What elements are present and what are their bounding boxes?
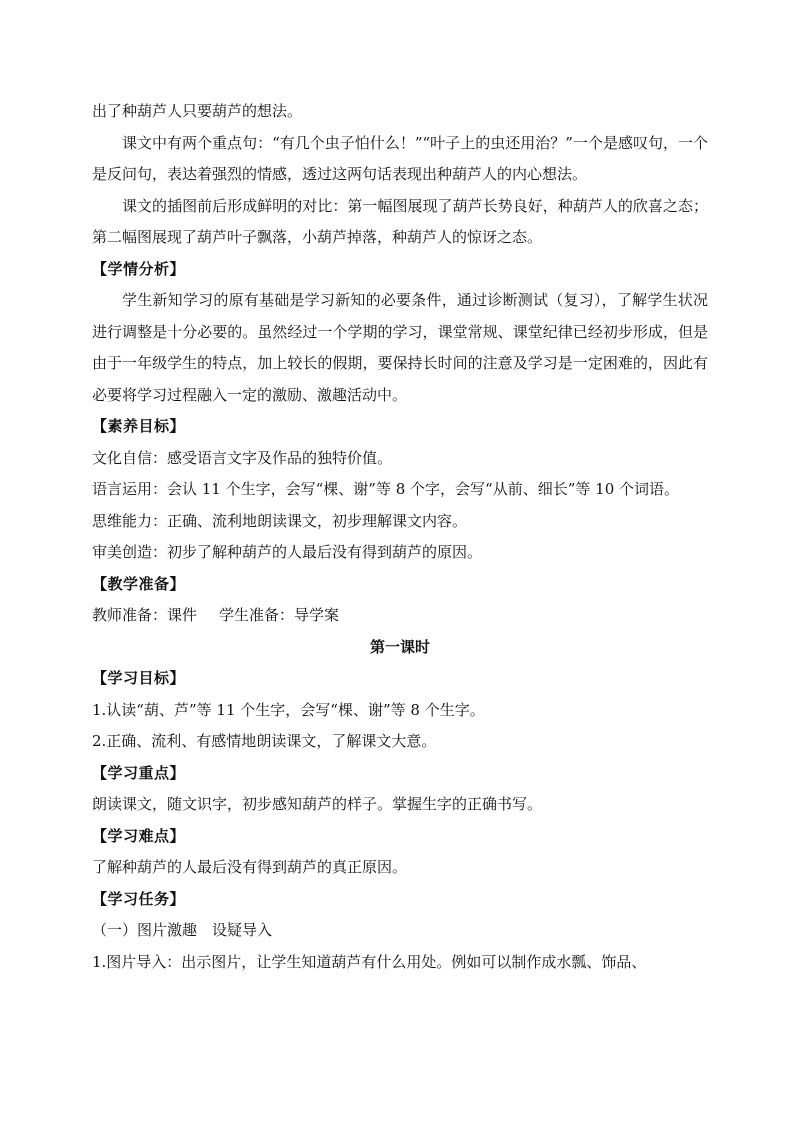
objective-item-1: 1.认读“葫、芦”等 11 个生字，会写“棵、谢”等 8 个生字。 <box>92 700 485 719</box>
heading-learning-objectives: 【学习目标】 <box>92 669 186 687</box>
student-preparation: 学生准备：导学案 <box>219 606 340 624</box>
heading-learning-tasks: 【学习任务】 <box>92 889 186 908</box>
goal-language-use: 语言运用：会认 11 个生字，会写“棵、谢”等 8 个字，会写“从前、细长”等 10 个词语。 <box>92 480 680 498</box>
paragraph-learner-analysis: 学生新知学习的原有基础是学习新知的必要条件，通过诊断测试（复习），了解学生状况进行调整是十分必要的。虽然经过一个学期的学习，课堂常规、课堂纪律已经初步形成，但是由于一年级学生的特点，加上较长的假期，要保持长时间的注意及学习是一定困难的，因此有必要将学习过程融入一定的激励、激趣活动中。 <box>92 291 708 404</box>
goal-thinking-ability: 思维能力：正确、流利地朗读课文，初步理解课文内容。 <box>92 511 468 530</box>
heading-learning-focus: 【学习重点】 <box>92 763 186 782</box>
heading-teaching-preparation: 【教学准备】 <box>92 574 186 593</box>
objective-item-2: 2.正确、流利、有感情地朗读课文，了解课文大意。 <box>92 732 437 750</box>
learning-difficulty-text: 了解种葫芦的人最后没有得到葫芦的真正原因。 <box>92 858 408 876</box>
heading-learner-analysis: 【学情分析】 <box>92 259 186 278</box>
preparation-line <box>92 600 708 632</box>
teacher-preparation: 教师准备：课件 <box>92 606 198 624</box>
paragraph-continuation: 出了种葫芦人只要葫芦的想法。 <box>92 102 303 120</box>
heading-literacy-goals: 【素养目标】 <box>92 417 186 435</box>
lesson-title: 第一课时 <box>369 637 430 656</box>
heading-learning-difficulty: 【学习难点】 <box>92 826 186 845</box>
document-body <box>92 96 708 978</box>
learning-focus-text: 朗读课文，随文识字，初步感知葫芦的样子。掌握生字的正确书写。 <box>92 795 543 813</box>
task-subheading-1: （一）图片激趣 设疑导入 <box>92 921 273 939</box>
goal-aesthetic-creation: 审美创造：初步了解种葫芦的人最后没有得到葫芦的原因。 <box>92 543 483 561</box>
goal-cultural-confidence: 文化自信：感受语言文字及作品的独特价值。 <box>92 448 393 467</box>
paragraph-key-sentences: 课文中有两个重点句：“有几个虫子怕什么！”“叶子上的虫还用治？”一个是感叹句，一个是反问句，表达着强烈的情感，透过这两句话表现出种葫芦人的内心想法。 <box>92 133 708 183</box>
task-item-1: 1.图片导入：出示图片，让学生知道葫芦有什么用处。例如可以制作成水瓢、饰品、 <box>92 952 647 971</box>
paragraph-illustrations: 课文的插图前后形成鲜明的对比：第一幅图展现了葫芦长势良好，种葫芦人的欣喜之态；第二幅图展现了葫芦叶子飘落，小葫芦掉落，种葫芦人的惊讶之态。 <box>92 196 708 246</box>
